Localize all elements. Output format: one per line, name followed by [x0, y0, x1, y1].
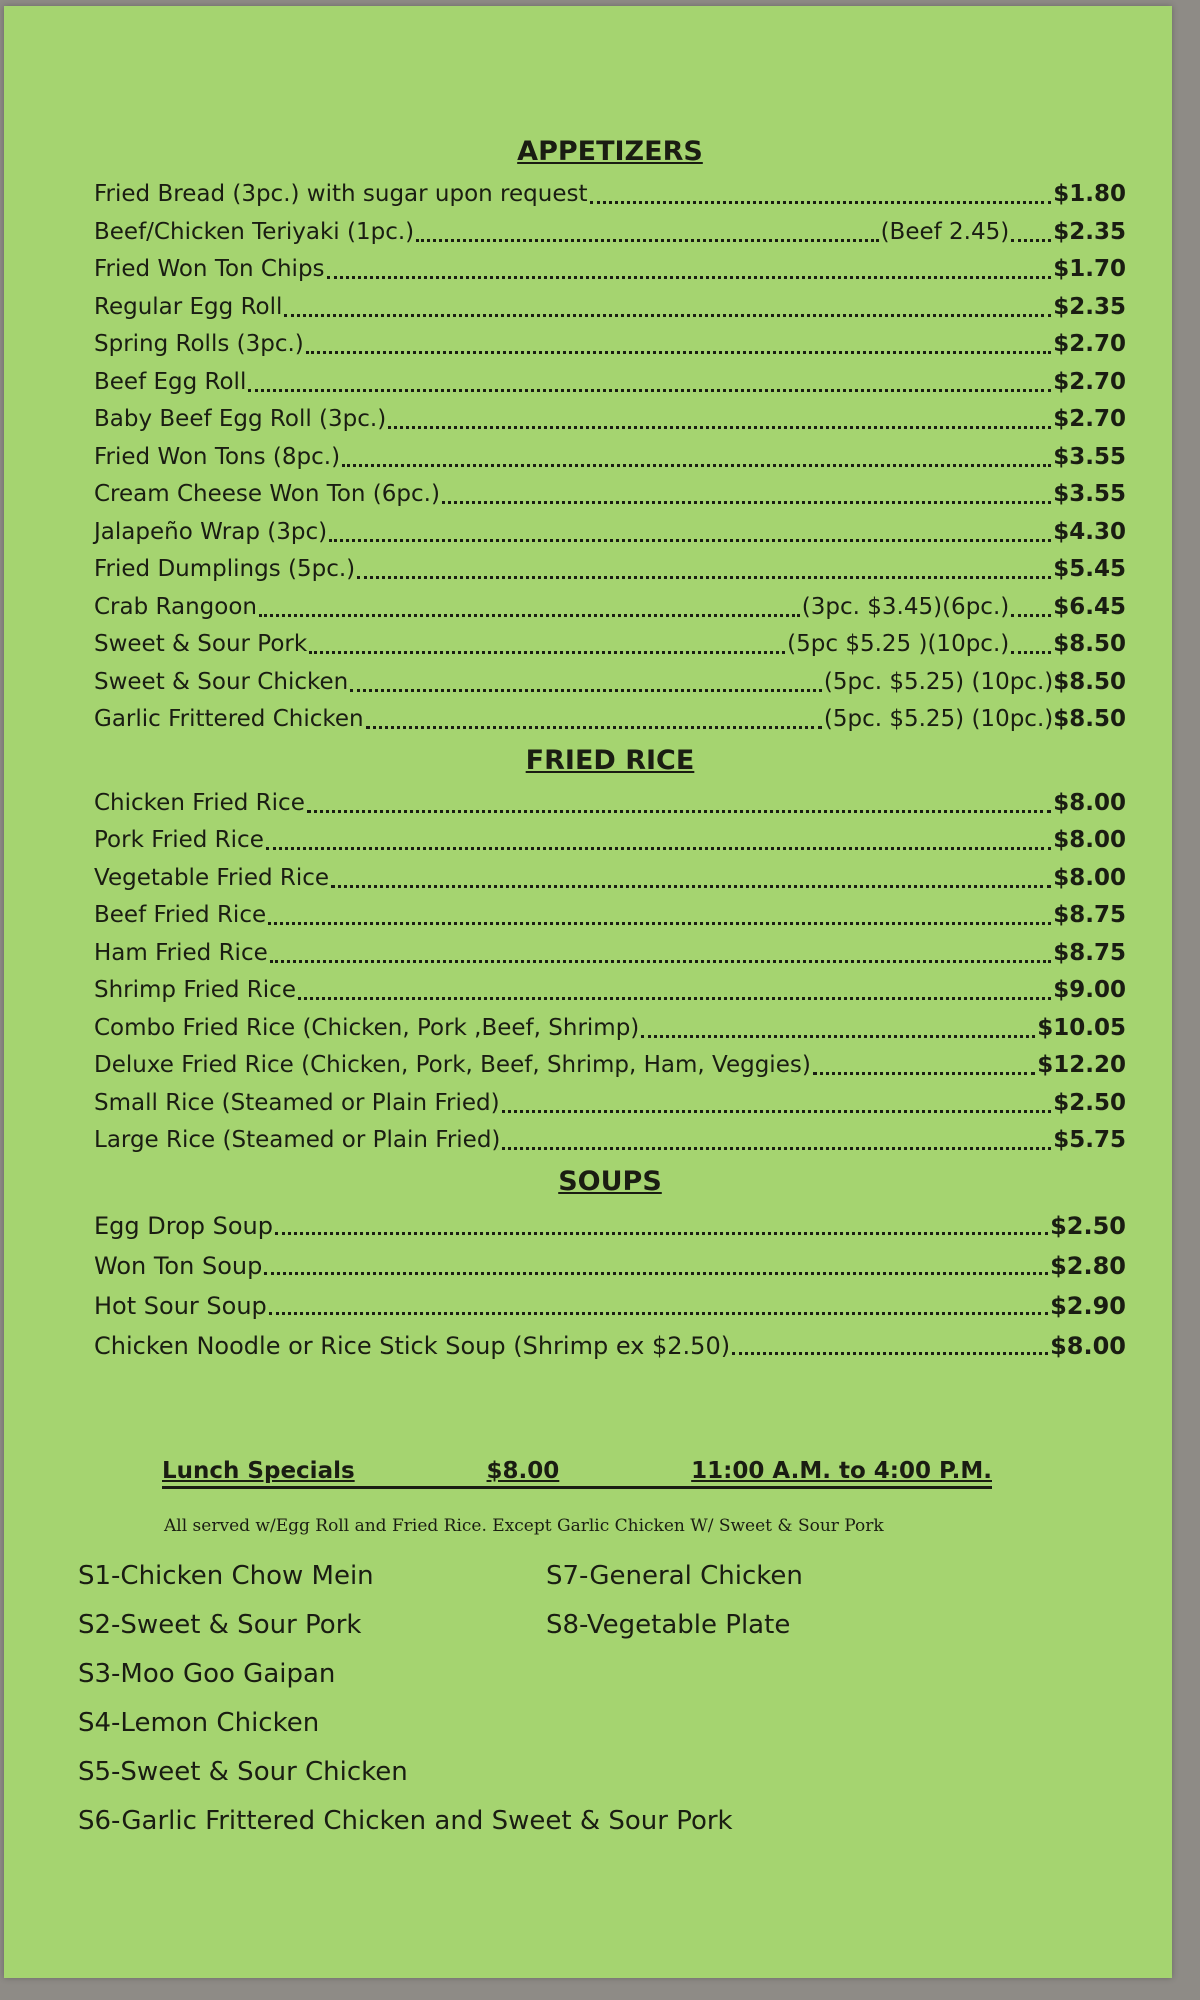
menu-item-price: $2.80 — [1050, 1251, 1126, 1280]
menu-item-name: Jalapeño Wrap (3pc) — [94, 518, 328, 545]
menu-item-name: Garlic Frittered Chicken — [94, 706, 364, 732]
menu-item-price: $8.00 — [1050, 1331, 1126, 1360]
menu-item — [94, 1286, 1126, 1326]
menu-item — [94, 1010, 1126, 1048]
dot-leader — [269, 1312, 1048, 1315]
menu-item-name: Fried Won Ton Chips — [94, 256, 325, 282]
dot-leader — [442, 501, 1051, 504]
dot-leader — [350, 689, 822, 692]
menu-item-options: (5pc. $5.25) (10pc.) — [823, 668, 1054, 695]
menu-item — [94, 785, 1126, 823]
dot-leader — [259, 614, 800, 617]
dot-leader — [307, 810, 1051, 813]
menu-item-price: $2.70 — [1053, 406, 1126, 432]
menu-item-name: Fried Dumplings (5pc.) — [94, 556, 356, 582]
menu-item — [94, 364, 1126, 402]
menu-item-price: $6.45 — [1053, 593, 1126, 620]
menu-item-options: (3pc. $3.45)(6pc.) — [801, 593, 1010, 620]
menu-item — [94, 326, 1126, 364]
menu-item-price: $5.45 — [1053, 556, 1126, 582]
lunch-specials-note: All served w/Egg Roll and Fried Rice. Except Garlic Chicken W/ Sweet & Sour Pork — [164, 1516, 884, 1536]
menu-item — [94, 476, 1126, 514]
menu-item-name: Won Ton Soup — [94, 1251, 263, 1280]
menu-item — [94, 1246, 1126, 1286]
lunch-special-item: S6-Garlic Frittered Chicken and Sweet & Sour Pork — [78, 1806, 733, 1836]
menu-item-price: $3.55 — [1053, 481, 1126, 507]
dot-leader — [813, 1072, 1035, 1075]
soups-list — [94, 1206, 1126, 1366]
menu-item-price: $8.50 — [1053, 706, 1126, 732]
menu-item-name: Fried Won Tons (8pc.) — [94, 443, 341, 470]
menu-item-price: $8.50 — [1053, 668, 1126, 695]
dot-leader — [366, 726, 822, 729]
dot-leader — [270, 960, 1051, 963]
dot-leader — [298, 997, 1051, 1000]
menu-item-name: Deluxe Fried Rice (Chicken, Pork, Beef, Shrimp, Ham, Veggies) — [94, 1052, 811, 1078]
menu-item-name: Ham Fried Rice — [94, 939, 268, 966]
menu-item-name: Fried Bread (3pc.) with sugar upon request — [94, 181, 588, 207]
menu-item-price: $2.70 — [1053, 368, 1126, 395]
menu-item-name: Hot Sour Soup — [94, 1291, 267, 1320]
dot-leader — [641, 1035, 1035, 1038]
menu-item-price: $2.50 — [1050, 1211, 1126, 1240]
menu-item-name: Egg Drop Soup — [94, 1211, 273, 1240]
menu-item — [94, 214, 1126, 252]
menu-item-name: Crab Rangoon — [94, 593, 257, 620]
dot-leader — [268, 922, 1051, 925]
dot-leader — [284, 314, 1051, 317]
menu-item — [94, 551, 1126, 589]
menu-item-price: $8.00 — [1053, 864, 1126, 891]
soups-title: SOUPS — [558, 1165, 662, 1197]
menu-item — [94, 664, 1126, 702]
menu-item-name: Shrimp Fried Rice — [94, 977, 296, 1003]
menu-item — [94, 251, 1126, 289]
menu-item-name: Small Rice (Steamed or Plain Fried) — [94, 1089, 500, 1116]
menu-item-price: $8.00 — [1053, 789, 1126, 816]
menu-item-name: Beef/Chicken Teriyaki (1pc.) — [94, 218, 415, 245]
menu-item — [94, 626, 1126, 664]
menu-item-price: $1.80 — [1053, 181, 1126, 207]
menu-item-price: $8.75 — [1053, 902, 1126, 928]
menu-item-name: Spring Rolls (3pc.) — [94, 331, 304, 357]
dot-leader — [331, 885, 1051, 888]
lunch-special-item: S8-Vegetable Plate — [546, 1610, 791, 1640]
menu-item-price: $10.05 — [1037, 1014, 1126, 1041]
lunch-special-item: S2-Sweet & Sour Pork — [78, 1610, 362, 1640]
fried-rice-list — [94, 785, 1126, 1160]
dot-leader — [357, 576, 1051, 579]
menu-item-name: Combo Fried Rice (Chicken, Pork ,Beef, Shrimp) — [94, 1014, 640, 1041]
dot-leader — [1011, 651, 1051, 654]
menu-item-price: $2.35 — [1053, 293, 1126, 320]
dot-leader — [416, 239, 878, 242]
lunch-special-item: S7-General Chicken — [546, 1561, 803, 1591]
lunch-special-item: S3-Moo Goo Gaipan — [78, 1659, 336, 1689]
menu-item-options: (5pc $5.25 )(10pc.) — [787, 631, 1010, 657]
appetizers-list — [94, 176, 1126, 739]
lunch-specials-column-right — [546, 1552, 803, 1650]
menu-item — [94, 972, 1126, 1010]
menu-item — [94, 1047, 1126, 1085]
menu-item-name: Sweet & Sour Pork — [94, 631, 308, 657]
menu-item — [94, 701, 1126, 739]
menu-item-price: $8.00 — [1053, 827, 1126, 853]
dot-leader — [502, 1147, 1051, 1150]
menu-item — [94, 401, 1126, 439]
menu-item-options: (5pc. $5.25) (10pc.) — [823, 706, 1054, 732]
menu-item-name: Chicken Fried Rice — [94, 789, 305, 816]
lunch-specials-header — [162, 1458, 992, 1489]
dot-leader — [327, 276, 1052, 279]
menu-item-name: Sweet & Sour Chicken — [94, 668, 349, 695]
dot-leader — [388, 426, 1051, 429]
menu-item — [94, 589, 1126, 627]
menu-item-price: $2.35 — [1053, 218, 1126, 245]
menu-item — [94, 1326, 1126, 1366]
dot-leader — [264, 1272, 1048, 1275]
menu-item — [94, 1085, 1126, 1123]
menu-item — [94, 176, 1126, 214]
menu-item-price: $1.70 — [1053, 256, 1126, 282]
dot-leader — [275, 1232, 1048, 1235]
lunch-specials-hours: 11:00 A.M. to 4:00 P.M. — [691, 1458, 992, 1484]
menu-item-name: Regular Egg Roll — [94, 293, 283, 320]
menu-item — [94, 822, 1126, 860]
menu-item-price: $2.50 — [1053, 1089, 1126, 1116]
menu-item — [94, 935, 1126, 973]
dot-leader — [590, 201, 1052, 204]
menu-item-name: Cream Cheese Won Ton (6pc.) — [94, 481, 440, 507]
menu-item — [94, 860, 1126, 898]
menu-item-name: Vegetable Fried Rice — [94, 864, 330, 891]
menu-item-name: Pork Fried Rice — [94, 827, 264, 853]
menu-item-name: Beef Egg Roll — [94, 368, 247, 395]
menu-item-price: $8.75 — [1053, 939, 1126, 966]
lunch-specials-title: Lunch Specials — [162, 1458, 355, 1484]
menu-item — [94, 897, 1126, 935]
menu-sheet — [4, 6, 1172, 1978]
dot-leader — [309, 651, 785, 654]
menu-item-price: $12.20 — [1037, 1052, 1126, 1078]
dot-leader — [248, 389, 1051, 392]
menu-item — [94, 289, 1126, 327]
menu-item-price: $9.00 — [1053, 977, 1126, 1003]
menu-item-name: Chicken Noodle or Rice Stick Soup (Shrimp ex $2.50) — [94, 1331, 731, 1360]
menu-item-options: (Beef 2.45) — [880, 218, 1010, 245]
dot-leader — [732, 1352, 1048, 1355]
menu-body — [94, 134, 1126, 1366]
dot-leader — [1011, 614, 1051, 617]
menu-item-price: $4.30 — [1053, 518, 1126, 545]
menu-item — [94, 1206, 1126, 1246]
menu-item-price: $5.75 — [1053, 1127, 1126, 1153]
menu-item-price: $2.90 — [1050, 1291, 1126, 1320]
menu-item-name: Beef Fried Rice — [94, 902, 267, 928]
dot-leader — [266, 847, 1051, 850]
dot-leader — [342, 464, 1051, 467]
dot-leader — [329, 539, 1051, 542]
menu-item-price: $8.50 — [1053, 631, 1126, 657]
dot-leader — [502, 1110, 1052, 1113]
lunch-special-item: S4-Lemon Chicken — [78, 1708, 320, 1738]
menu-item — [94, 514, 1126, 552]
dot-leader — [306, 351, 1051, 354]
menu-item-price: $3.55 — [1053, 443, 1126, 470]
menu-item — [94, 1122, 1126, 1160]
fried-rice-title: FRIED RICE — [525, 744, 695, 776]
menu-item — [94, 439, 1126, 477]
appetizers-title: APPETIZERS — [517, 136, 703, 167]
menu-item-name: Baby Beef Egg Roll (3pc.) — [94, 406, 387, 432]
lunch-special-item: S5-Sweet & Sour Chicken — [78, 1757, 408, 1787]
menu-item-name: Large Rice (Steamed or Plain Fried) — [94, 1127, 501, 1153]
menu-item-price: $2.70 — [1053, 331, 1126, 357]
dot-leader — [1011, 239, 1051, 242]
lunch-specials-price: $8.00 — [486, 1458, 560, 1484]
lunch-special-item: S1-Chicken Chow Mein — [78, 1561, 374, 1591]
